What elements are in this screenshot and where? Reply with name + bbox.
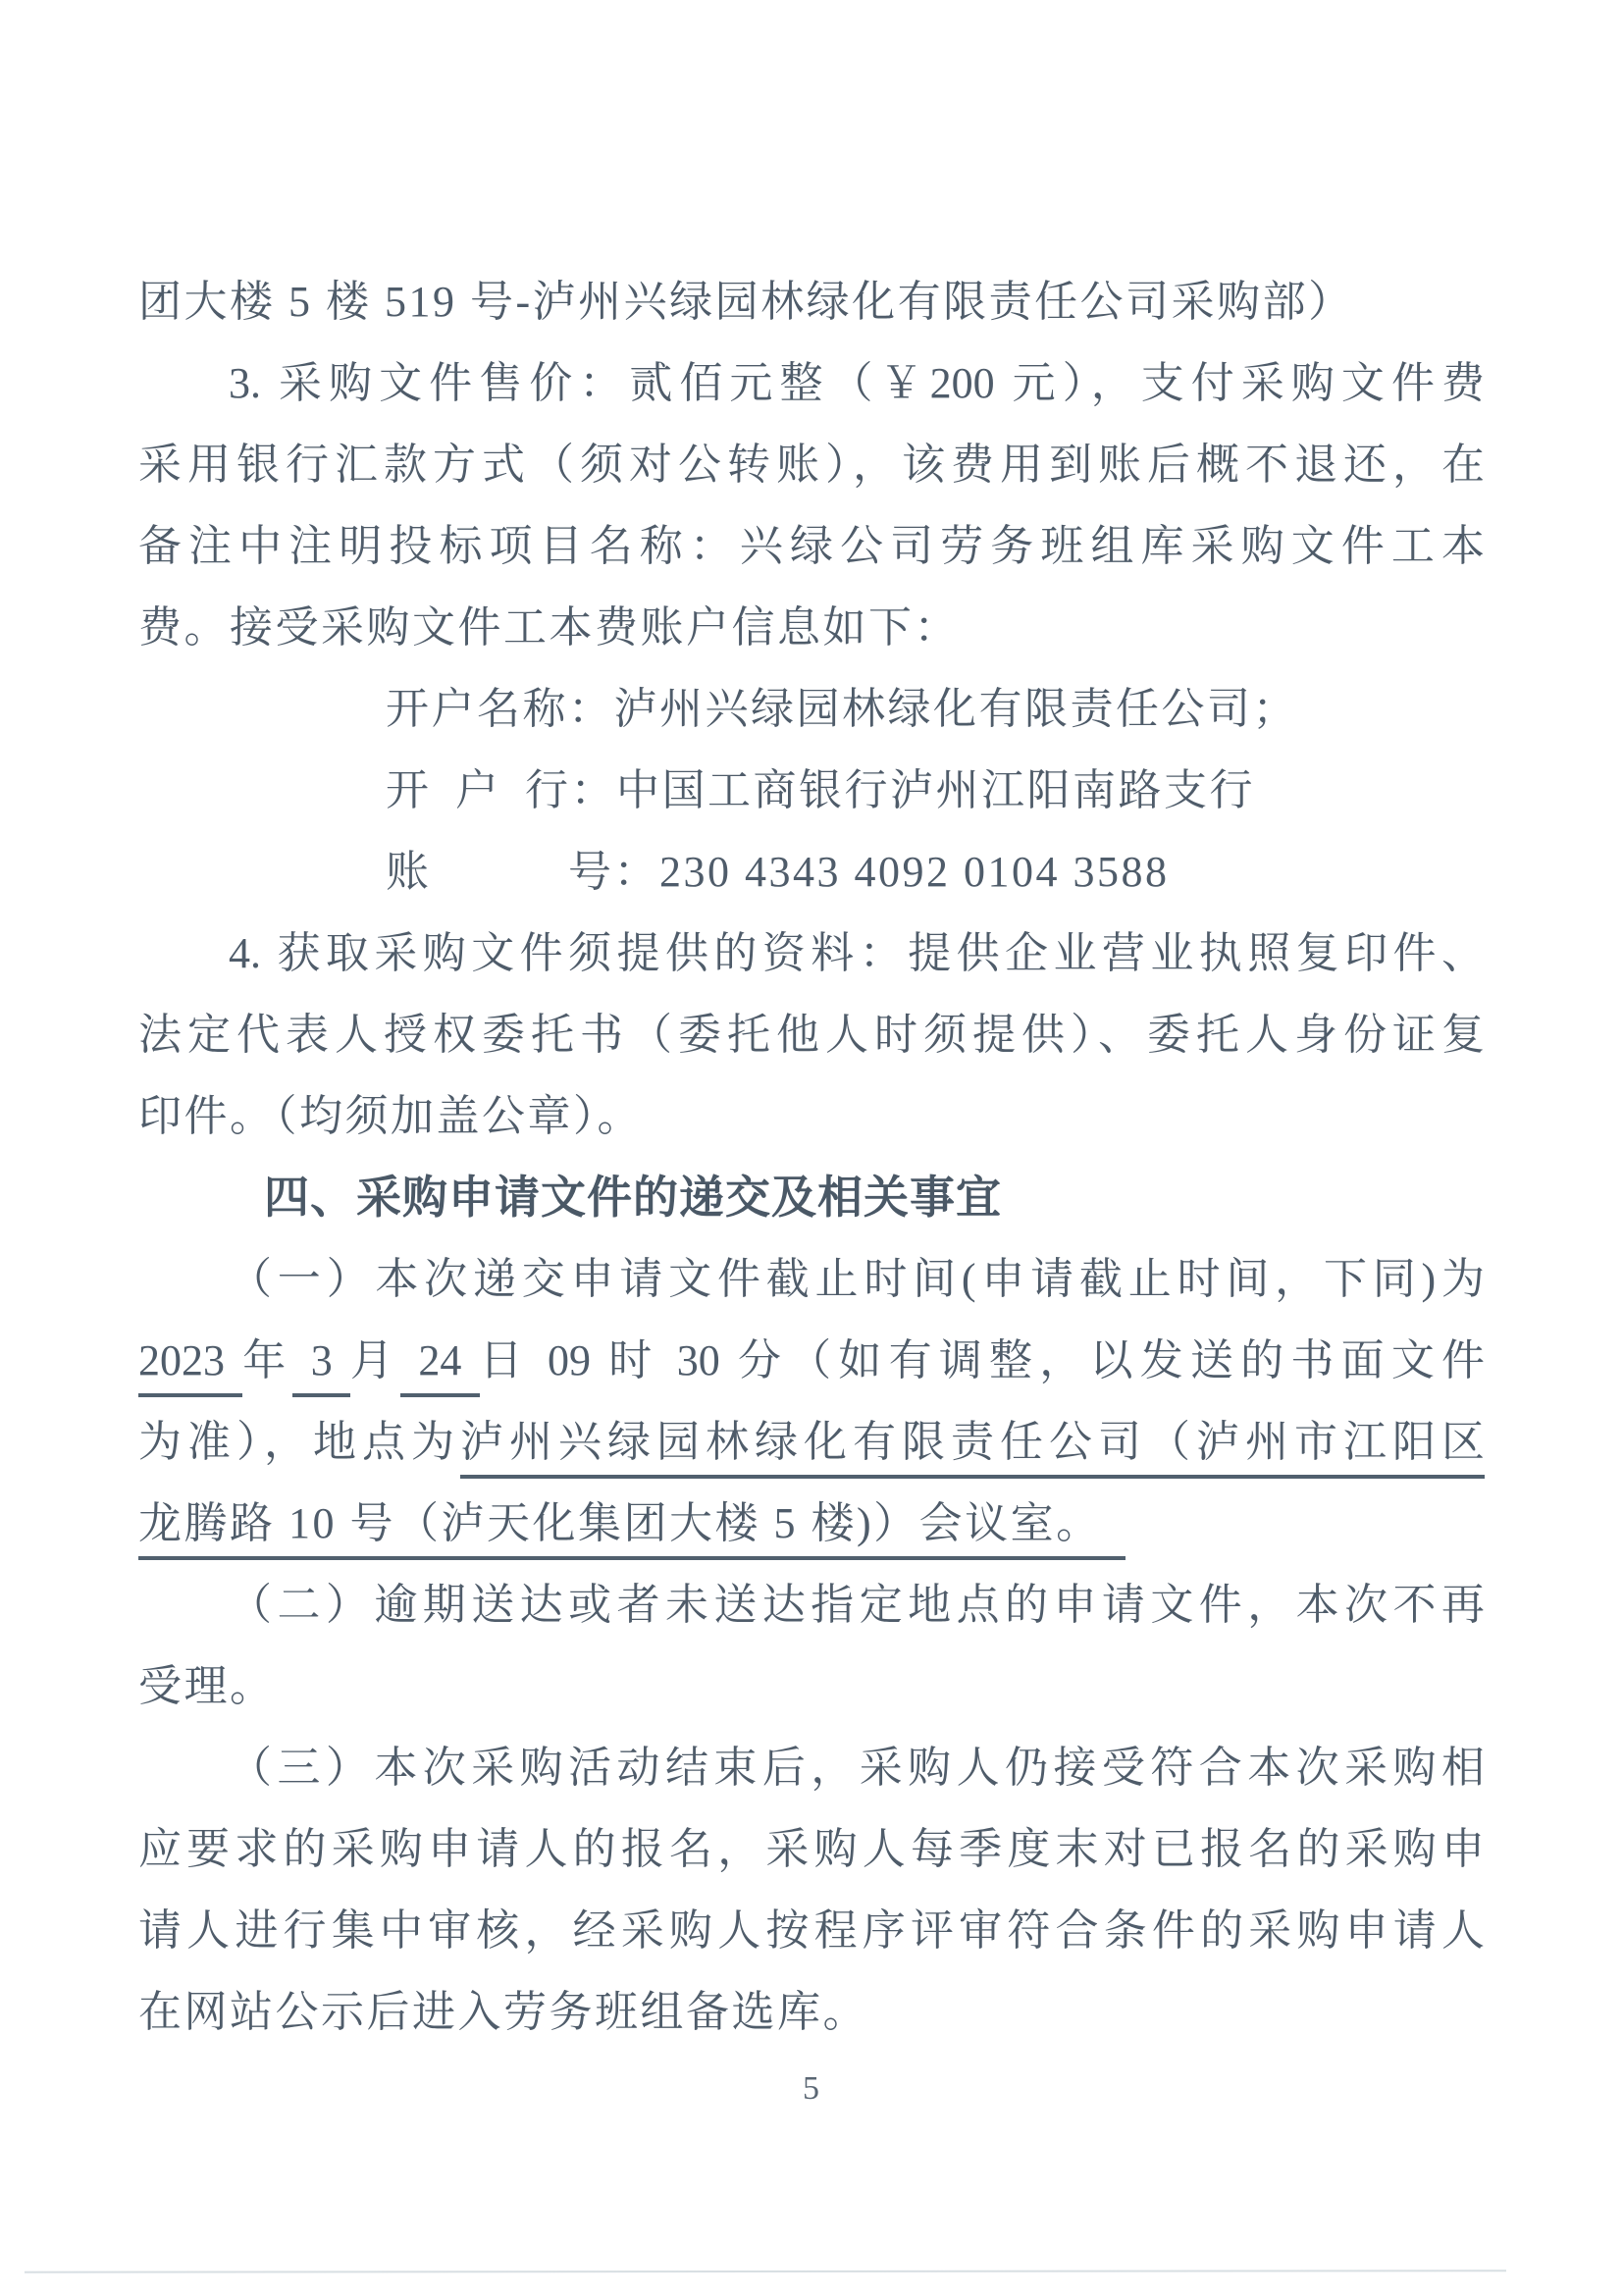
document-body [138, 261, 1485, 2053]
doc-line: （三）本次采购活动结束后，采购人仍接受符合本次采购相 [229, 1744, 1485, 1792]
text-segment: 年 [242, 1336, 293, 1384]
doc-line: 应要求的采购申请人的报名，采购人每季度末对已报名的采购申 [138, 1825, 1485, 1873]
doc-line: 受理。 [138, 1662, 276, 1710]
deadline-date-line [138, 1320, 1485, 1401]
underlined-year: 2023 [138, 1336, 242, 1397]
scan-artifact-line [25, 2270, 1506, 2273]
text-segment: 为准），地点为 [138, 1418, 460, 1466]
doc-line: 3. 采购文件售价：贰佰元整（￥200 元），支付采购文件费 [229, 359, 1485, 407]
underlined-address: 龙腾路 10 号（泸天化集团大楼 5 楼)）会议室。 [138, 1499, 1126, 1560]
doc-line: 采用银行汇款方式（须对公转账），该费用到账后概不退还，在 [138, 441, 1485, 489]
doc-line: 备注中注明投标项目名称：兴绿公司劳务班组库采购文件工本 [138, 522, 1485, 570]
account-name-line: 开户名称：泸州兴绿园林绿化有限责任公司； [386, 685, 1298, 733]
text-segment: 月 [349, 1336, 401, 1384]
doc-line: 费。接受采购文件工本费账户信息如下： [138, 603, 960, 652]
doc-line: 团大楼 5 楼 519 号-泸州兴绿园林绿化有限责任公司采购部） [138, 278, 1354, 326]
doc-line: 印件。（均须加盖公章）。 [138, 1092, 643, 1140]
doc-line: （一）本次递交申请文件截止时间(申请截止时间，下同)为 [229, 1255, 1485, 1303]
underlined-day: 24 [400, 1336, 479, 1397]
doc-line: 在网站公示后进入劳务班组备选库。 [138, 1988, 868, 2036]
doc-line: 4. 获取采购文件须提供的资料：提供企业营业执照复印件、 [229, 929, 1485, 977]
page-number: 5 [803, 2070, 820, 2107]
location-line [138, 1483, 1485, 1564]
doc-line: 法定代表人授权委托书（委托他人时须提供）、委托人身份证复 [138, 1011, 1485, 1059]
account-number-line: 账 号：230 4343 4092 0104 3588 [386, 848, 1170, 896]
bank-name-line: 开 户 行：中国工商银行泸州江阳南路支行 [386, 766, 1255, 814]
doc-line: （二）逾期送达或者未送达指定地点的申请文件，本次不再 [229, 1581, 1485, 1629]
underlined-month: 3 [292, 1336, 349, 1397]
section-heading: 四、采购申请文件的递交及相关事宜 [264, 1172, 1002, 1223]
text-segment: 日 09 时 30 分（如有调整，以发送的书面文件 [479, 1336, 1486, 1384]
underlined-location: 泸州兴绿园林绿化有限责任公司（泸州市江阳区 [460, 1418, 1485, 1479]
doc-line: 请人进行集中审核，经采购人按程序评审符合条件的采购申请人 [138, 1906, 1485, 1955]
location-line [138, 1401, 1485, 1483]
